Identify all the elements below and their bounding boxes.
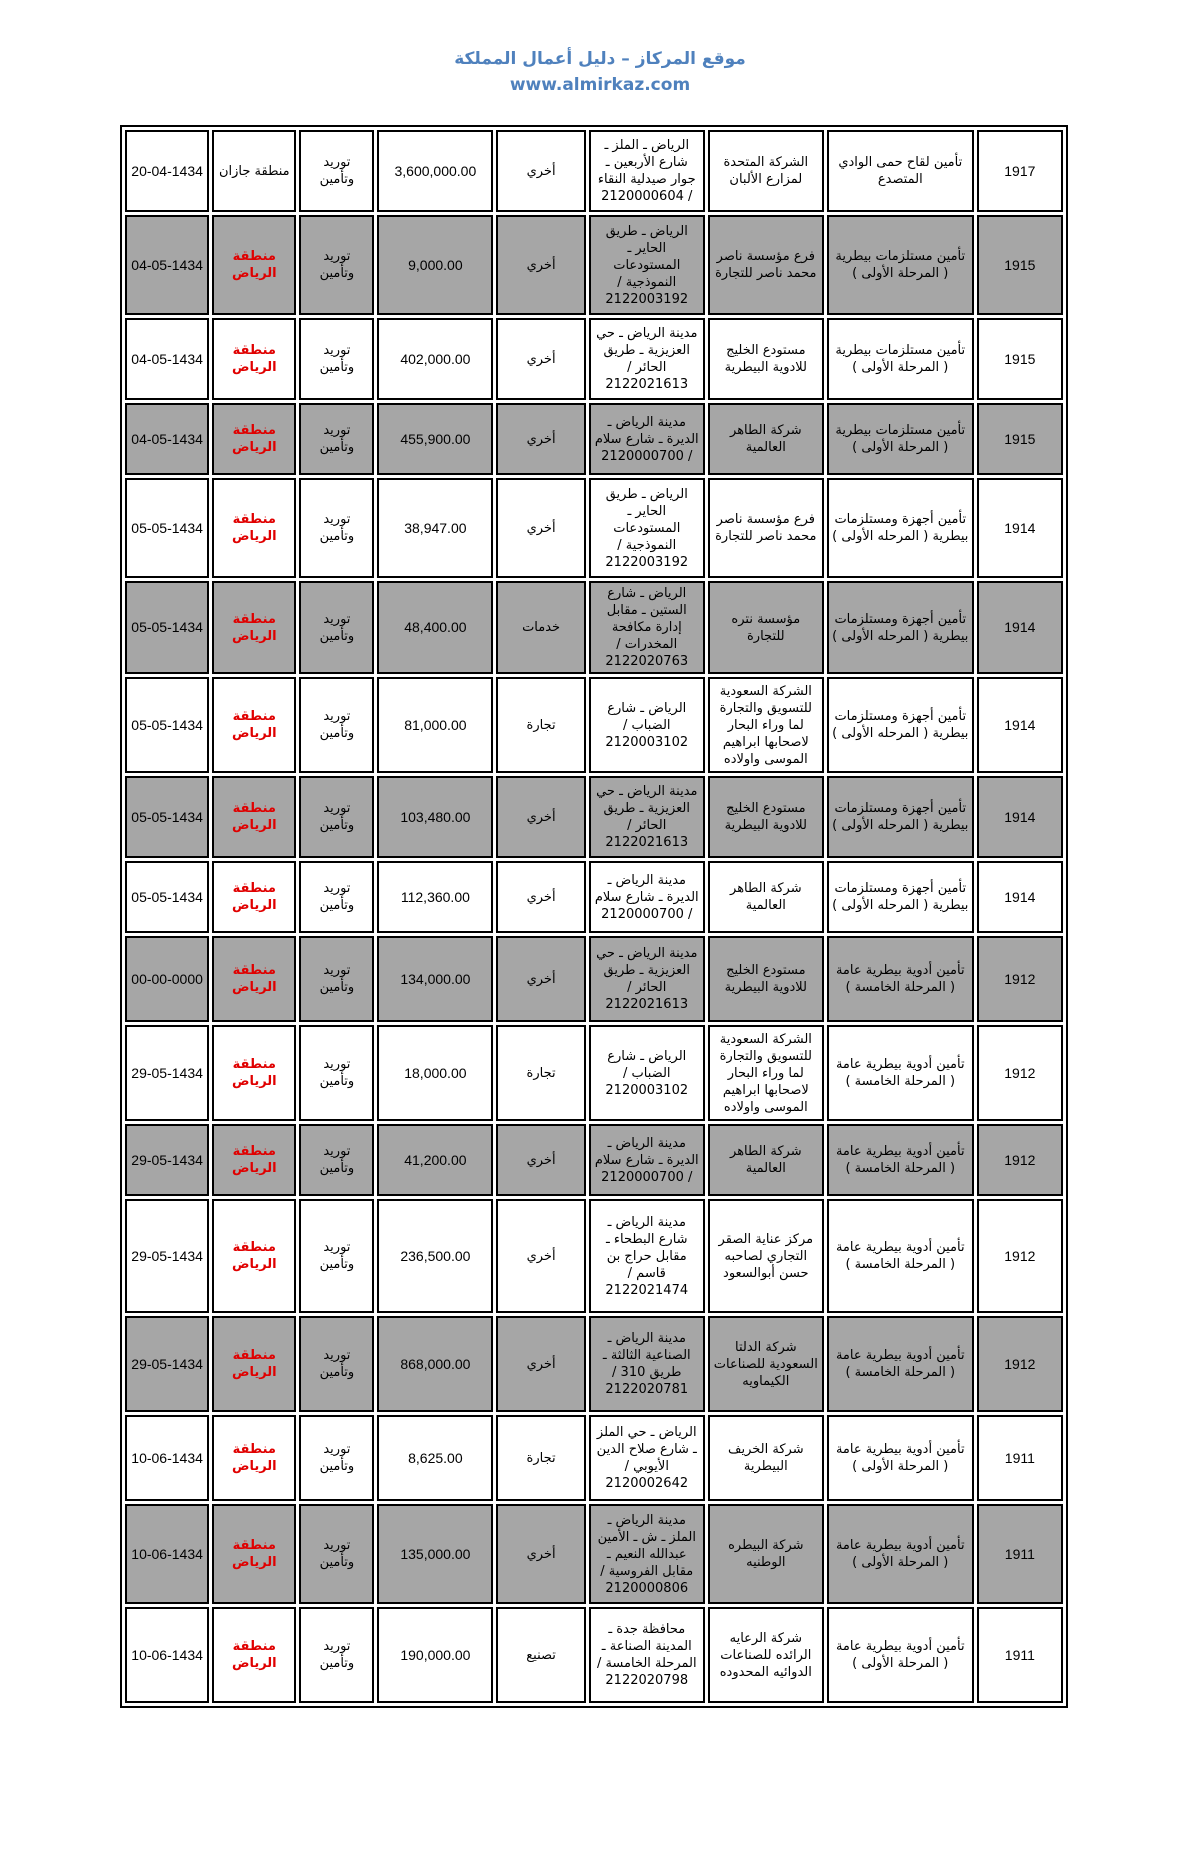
- region-cell: منطقة الرياض: [212, 581, 296, 674]
- project-cell: تأمين لقاح حمى الوادي المتصدع: [827, 130, 974, 212]
- type-cell: توريد وتأمين: [299, 1124, 374, 1196]
- date-cell: 29-05-1434: [125, 1025, 209, 1121]
- type-cell: توريد وتأمين: [299, 581, 374, 674]
- amount-cell: 868,000.00: [377, 1316, 493, 1412]
- type-cell: توريد وتأمين: [299, 1415, 374, 1501]
- address-cell: الرياض ـ شارع الضباب / 2120003102: [589, 677, 705, 773]
- category-cell: أخري: [496, 478, 585, 578]
- region-cell: منطقة الرياض: [212, 403, 296, 475]
- date-cell: 10-06-1434: [125, 1607, 209, 1703]
- table-row: [125, 581, 1063, 674]
- tender-number-cell: 1912: [977, 936, 1063, 1022]
- table-row: [125, 1316, 1063, 1412]
- category-cell: تجارة: [496, 1025, 585, 1121]
- company-cell: مؤسسة نتره للتجارة: [708, 581, 824, 674]
- address-cell: مدينة الرياض ـ شارع البطحاء ـ مقابل حراج بن قاسم / 2122021474: [589, 1199, 705, 1313]
- date-cell: 10-06-1434: [125, 1504, 209, 1604]
- project-cell: تأمين أجهزة ومستلزمات بيطرية ( المرحله الأولى ): [827, 861, 974, 933]
- tender-number-cell: 1914: [977, 861, 1063, 933]
- table-row: [125, 1124, 1063, 1196]
- address-cell: الرياض ـ طريق الحاير ـ المستودعات النموذجية / 2122003192: [589, 478, 705, 578]
- region-cell: منطقة الرياض: [212, 1124, 296, 1196]
- project-cell: تأمين أدوية بيطرية عامة ( المرحلة الأولى ): [827, 1607, 974, 1703]
- date-cell: 29-05-1434: [125, 1124, 209, 1196]
- company-cell: شركة الرعايه الرائده للصناعات الدوائيه المحدوده: [708, 1607, 824, 1703]
- site-url: www.almirkaz.com: [509, 75, 691, 95]
- project-cell: تأمين أدوية بيطرية عامة ( المرحلة الخامسة ): [827, 1025, 974, 1121]
- company-cell: الشركة المتحدة لمزارع الألبان: [708, 130, 824, 212]
- region-cell: منطقة الرياض: [212, 1316, 296, 1412]
- date-cell: 05-05-1434: [125, 581, 209, 674]
- type-cell: توريد وتأمين: [299, 478, 374, 578]
- table-row: [125, 403, 1063, 475]
- amount-cell: 9,000.00: [377, 215, 493, 315]
- type-cell: توريد وتأمين: [299, 130, 374, 212]
- company-cell: مستودع الخليج للادوية البيطرية: [708, 776, 824, 858]
- category-cell: أخري: [496, 936, 585, 1022]
- company-cell: الشركة السعودية للتسويق والتجارة لما وراء البحار لاصحابها ابراهيم الموسى واولاده: [708, 1025, 824, 1121]
- type-cell: توريد وتأمين: [299, 318, 374, 400]
- tender-number-cell: 1915: [977, 403, 1063, 475]
- type-cell: توريد وتأمين: [299, 215, 374, 315]
- category-cell: أخري: [496, 1124, 585, 1196]
- address-cell: الرياض ـ حي الملز ـ شارع صلاح الدين الأيوبي / 2120002642: [589, 1415, 705, 1501]
- project-cell: تأمين مستلزمات بيطرية ( المرحلة الأولى ): [827, 403, 974, 475]
- company-cell: فرع مؤسسة ناصر محمد ناصر للتجارة: [708, 478, 824, 578]
- address-cell: مدينة الرياض ـ الملز ـ ش ـ الأمين عبدالله النعيم ـ مقابل الفروسية / 2120000806: [589, 1504, 705, 1604]
- category-cell: تجارة: [496, 677, 585, 773]
- tender-number-cell: 1915: [977, 215, 1063, 315]
- region-cell: منطقة جازان: [212, 130, 296, 212]
- site-title: موقع المركاز – دليل أعمال المملكة: [454, 49, 746, 69]
- tender-number-cell: 1912: [977, 1124, 1063, 1196]
- category-cell: تجارة: [496, 1415, 585, 1501]
- address-cell: الرياض ـ الملز ـ شارع الأربعين ـ جوار صيدلية النقاء / 2120000604: [589, 130, 705, 212]
- region-cell: منطقة الرياض: [212, 318, 296, 400]
- tender-number-cell: 1914: [977, 478, 1063, 578]
- address-cell: الرياض ـ شارع الستين ـ مقابل إدارة مكافحة المخدرات / 2122020763: [589, 581, 705, 674]
- tender-number-cell: 1914: [977, 776, 1063, 858]
- amount-cell: 48,400.00: [377, 581, 493, 674]
- company-cell: الشركة السعودية للتسويق والتجارة لما وراء البحار لاصحابها ابراهيم الموسى واولاده: [708, 677, 824, 773]
- address-cell: الرياض ـ طريق الحاير ـ المستودعات النموذجية / 2122003192: [589, 215, 705, 315]
- table-row: [125, 936, 1063, 1022]
- address-cell: مدينة الرياض ـ الديرة ـ شارع سلام / 2120000700: [589, 861, 705, 933]
- company-cell: مستودع الخليج للادوية البيطرية: [708, 318, 824, 400]
- category-cell: خدمات: [496, 581, 585, 674]
- address-cell: مدينة الرياض ـ الصناعية الثالثة ـ طريق 310 / 2122020781: [589, 1316, 705, 1412]
- date-cell: 04-05-1434: [125, 318, 209, 400]
- address-cell: مدينة الرياض ـ حي العزيزية ـ طريق الحائر / 2122021613: [589, 318, 705, 400]
- tender-number-cell: 1912: [977, 1316, 1063, 1412]
- region-cell: منطقة الرياض: [212, 1504, 296, 1604]
- project-cell: تأمين أدوية بيطرية عامة ( المرحلة الأولى ): [827, 1504, 974, 1604]
- date-cell: 00-00-0000: [125, 936, 209, 1022]
- date-cell: 04-05-1434: [125, 403, 209, 475]
- page-header: [0, 46, 1200, 98]
- tender-number-cell: 1917: [977, 130, 1063, 212]
- region-cell: منطقة الرياض: [212, 861, 296, 933]
- amount-cell: 103,480.00: [377, 776, 493, 858]
- date-cell: 05-05-1434: [125, 776, 209, 858]
- category-cell: أخري: [496, 130, 585, 212]
- type-cell: توريد وتأمين: [299, 776, 374, 858]
- project-cell: تأمين أجهزة ومستلزمات بيطرية ( المرحله الأولى ): [827, 677, 974, 773]
- region-cell: منطقة الرياض: [212, 1415, 296, 1501]
- address-cell: مدينة الرياض ـ حي العزيزية ـ طريق الحائر / 2122021613: [589, 776, 705, 858]
- type-cell: توريد وتأمين: [299, 1199, 374, 1313]
- tender-number-cell: 1914: [977, 677, 1063, 773]
- table-row: [125, 1025, 1063, 1121]
- company-cell: فرع مؤسسة ناصر محمد ناصر للتجارة: [708, 215, 824, 315]
- project-cell: تأمين مستلزمات بيطرية ( المرحلة الأولى ): [827, 215, 974, 315]
- company-cell: شركة البيطره الوطنيه: [708, 1504, 824, 1604]
- project-cell: تأمين أدوية بيطرية عامة ( المرحلة الأولى ): [827, 1415, 974, 1501]
- table-row: [125, 861, 1063, 933]
- date-cell: 29-05-1434: [125, 1199, 209, 1313]
- project-cell: تأمين أجهزة ومستلزمات بيطرية ( المرحله الأولى ): [827, 776, 974, 858]
- address-cell: محافظة جدة ـ المدينة الصناعة ـ المرحلة الخامسة / 2122020798: [589, 1607, 705, 1703]
- type-cell: توريد وتأمين: [299, 403, 374, 475]
- project-cell: تأمين أدوية بيطرية عامة ( المرحلة الخامسة ): [827, 1199, 974, 1313]
- category-cell: أخري: [496, 318, 585, 400]
- type-cell: توريد وتأمين: [299, 1607, 374, 1703]
- type-cell: توريد وتأمين: [299, 677, 374, 773]
- amount-cell: 3,600,000.00: [377, 130, 493, 212]
- tender-number-cell: 1912: [977, 1199, 1063, 1313]
- tender-number-cell: 1911: [977, 1607, 1063, 1703]
- table-row: [125, 776, 1063, 858]
- tender-number-cell: 1912: [977, 1025, 1063, 1121]
- project-cell: تأمين مستلزمات بيطرية ( المرحلة الأولى ): [827, 318, 974, 400]
- type-cell: توريد وتأمين: [299, 1316, 374, 1412]
- amount-cell: 38,947.00: [377, 478, 493, 578]
- date-cell: 29-05-1434: [125, 1316, 209, 1412]
- amount-cell: 81,000.00: [377, 677, 493, 773]
- address-cell: مدينة الرياض ـ حي العزيزية ـ طريق الحائر / 2122021613: [589, 936, 705, 1022]
- project-cell: تأمين أدوية بيطرية عامة ( المرحلة الخامسة ): [827, 1316, 974, 1412]
- amount-cell: 236,500.00: [377, 1199, 493, 1313]
- category-cell: أخري: [496, 1504, 585, 1604]
- amount-cell: 190,000.00: [377, 1607, 493, 1703]
- category-cell: أخري: [496, 776, 585, 858]
- project-cell: تأمين أدوية بيطرية عامة ( المرحلة الخامسة ): [827, 936, 974, 1022]
- amount-cell: 18,000.00: [377, 1025, 493, 1121]
- table-row: [125, 130, 1063, 212]
- region-cell: منطقة الرياض: [212, 1607, 296, 1703]
- company-cell: شركة الدلتا السعودية للصناعات الكيماويه: [708, 1316, 824, 1412]
- table-row: [125, 478, 1063, 578]
- date-cell: 10-06-1434: [125, 1415, 209, 1501]
- amount-cell: 41,200.00: [377, 1124, 493, 1196]
- company-cell: مركز عناية الصقر التجاري لصاحبه حسن أبوالسعود: [708, 1199, 824, 1313]
- amount-cell: 402,000.00: [377, 318, 493, 400]
- region-cell: منطقة الرياض: [212, 677, 296, 773]
- company-cell: شركة الطاهر العالمية: [708, 403, 824, 475]
- category-cell: أخري: [496, 1316, 585, 1412]
- amount-cell: 135,000.00: [377, 1504, 493, 1604]
- table-row: [125, 318, 1063, 400]
- region-cell: منطقة الرياض: [212, 936, 296, 1022]
- tenders-table: [120, 125, 1068, 1708]
- project-cell: تأمين أجهزة ومستلزمات بيطرية ( المرحله الأولى ): [827, 581, 974, 674]
- category-cell: أخري: [496, 403, 585, 475]
- type-cell: توريد وتأمين: [299, 1025, 374, 1121]
- region-cell: منطقة الرياض: [212, 478, 296, 578]
- company-cell: مستودع الخليج للادوية البيطرية: [708, 936, 824, 1022]
- company-cell: شركة الطاهر العالمية: [708, 861, 824, 933]
- table-row: [125, 1504, 1063, 1604]
- table-row: [125, 1607, 1063, 1703]
- table-row: [125, 1415, 1063, 1501]
- region-cell: منطقة الرياض: [212, 1199, 296, 1313]
- amount-cell: 8,625.00: [377, 1415, 493, 1501]
- tender-number-cell: 1915: [977, 318, 1063, 400]
- date-cell: 05-05-1434: [125, 677, 209, 773]
- category-cell: أخري: [496, 215, 585, 315]
- region-cell: منطقة الرياض: [212, 1025, 296, 1121]
- company-cell: شركة الطاهر العالمية: [708, 1124, 824, 1196]
- region-cell: منطقة الرياض: [212, 215, 296, 315]
- type-cell: توريد وتأمين: [299, 936, 374, 1022]
- tender-number-cell: 1911: [977, 1504, 1063, 1604]
- amount-cell: 455,900.00: [377, 403, 493, 475]
- type-cell: توريد وتأمين: [299, 861, 374, 933]
- date-cell: 04-05-1434: [125, 215, 209, 315]
- amount-cell: 134,000.00: [377, 936, 493, 1022]
- region-cell: منطقة الرياض: [212, 776, 296, 858]
- tender-number-cell: 1911: [977, 1415, 1063, 1501]
- category-cell: أخري: [496, 1199, 585, 1313]
- amount-cell: 112,360.00: [377, 861, 493, 933]
- category-cell: أخري: [496, 861, 585, 933]
- tender-number-cell: 1914: [977, 581, 1063, 674]
- date-cell: 05-05-1434: [125, 861, 209, 933]
- date-cell: 20-04-1434: [125, 130, 209, 212]
- date-cell: 05-05-1434: [125, 478, 209, 578]
- project-cell: تأمين أجهزة ومستلزمات بيطرية ( المرحله الأولى ): [827, 478, 974, 578]
- table-row: [125, 215, 1063, 315]
- address-cell: مدينة الرياض ـ الديرة ـ شارع سلام / 2120000700: [589, 1124, 705, 1196]
- type-cell: توريد وتأمين: [299, 1504, 374, 1604]
- address-cell: الرياض ـ شارع الضباب / 2120003102: [589, 1025, 705, 1121]
- table-row: [125, 1199, 1063, 1313]
- company-cell: شركة الخريف البيطرية: [708, 1415, 824, 1501]
- address-cell: مدينة الرياض ـ الديرة ـ شارع سلام / 2120000700: [589, 403, 705, 475]
- category-cell: تصنيع: [496, 1607, 585, 1703]
- table-row: [125, 677, 1063, 773]
- project-cell: تأمين أدوية بيطرية عامة ( المرحلة الخامسة ): [827, 1124, 974, 1196]
